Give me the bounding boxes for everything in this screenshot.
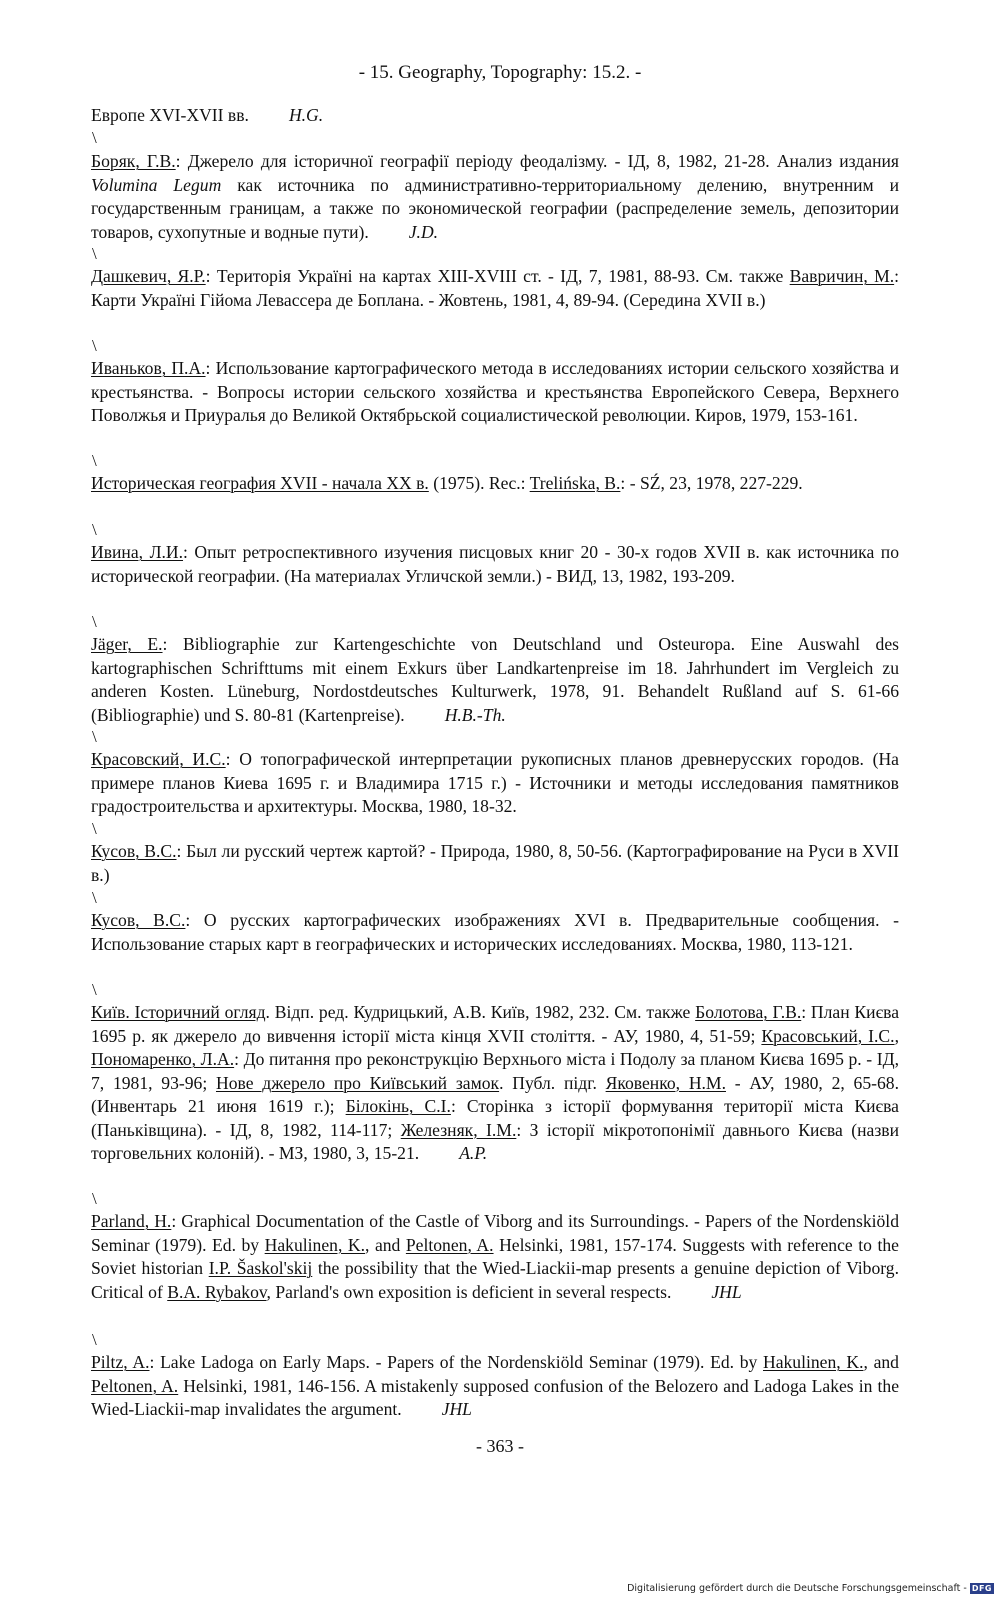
entry-text: Helsinki, 1981, 146-156. A mistakenly supposed confusion of the Belozero and Ladoga Lakes in the Wied-Liackii-map invalidates the argument. — [91, 1375, 900, 1419]
entry-separator: \ — [92, 451, 97, 470]
entry-separator: \ — [92, 1330, 97, 1349]
entry-separator: \ — [92, 520, 97, 539]
page-header: - 15. Geography, Topography: 15.2. - — [358, 62, 642, 83]
reviewer-initials: JHL — [711, 1281, 742, 1302]
bibliography-entry — [91, 840, 899, 887]
bibliography-entry — [91, 104, 899, 128]
entry-text: : План Києва 1695 р. як джерело до вивчення історії міста кінця XVII століття. - АУ, 1980, 4, 51-59; — [91, 1002, 900, 1046]
bibliography-entry — [91, 265, 899, 312]
bibliography-entry — [91, 357, 899, 428]
entry-separator: \ — [92, 612, 97, 631]
author-or-title: Кусов, В.С. — [91, 841, 177, 861]
author-or-title: Білокінь, С.І. — [345, 1096, 451, 1116]
author-or-title: Jäger, E. — [91, 634, 163, 654]
author-or-title: Hakulinen, K. — [763, 1352, 864, 1372]
entry-separator: \ — [92, 980, 97, 999]
bibliography-entry — [91, 633, 899, 727]
author-or-title: Peltonen, A. — [405, 1234, 494, 1255]
bibliography-entry — [91, 909, 899, 956]
entry-text: как источника по административно-территориальному делению, внутренним и государственным границам, а также по экономической географии (распределение земель, депозитории товаров, сухопутные и водные пути). — [91, 174, 899, 242]
entry-text: , Parland's own exposition is deficient in several respects. — [266, 1281, 672, 1302]
entry-separator: \ — [92, 244, 97, 263]
entry-text: : Был ли русский чертеж картой? - Природа, 1980, 8, 50-56. (Картографирование на Руси в XVII в.) — [91, 841, 899, 885]
bibliography-entry — [91, 1001, 899, 1166]
entry-text: (1975). Rec.: — [428, 473, 530, 493]
author-or-title: Trelińska, B. — [529, 473, 621, 493]
entry-text: , — [894, 1025, 899, 1046]
dfg-logo: DFG — [971, 1584, 992, 1593]
entry-separator: \ — [92, 128, 97, 147]
reviewer-initials: JHL — [441, 1399, 472, 1419]
entry-text: , and — [365, 1234, 406, 1255]
entry-text: : Територія Україні на картах XIII-XVIII ст. - ІД, 7, 1981, 88-93. См. также — [205, 266, 790, 286]
author-or-title: Красовский, И.С. — [91, 749, 226, 769]
author-or-title: Parland, H. — [91, 1211, 172, 1231]
author-or-title: B.A. Rybakov — [167, 1281, 267, 1302]
entry-text: the possibility that the Wied-Liackii-map presents a genuine depiction of Viborg. Critical of — [91, 1258, 899, 1302]
entry-text: : Bibliographie zur Kartengeschichte von Deutschland und Osteuropa. Eine Auswahl des kartographischen Schrifttums mit einem Exkurs über Landkartenpreise im 18. Jahrhundert im Vergleich zu anderen Kosten. Lüneburg, Nordostdeutsches Kulturwerk, 1978, 91. Behandelt Rußland auf S. 61-66 (Bibliographie) und S. 80-81 (Kartenpreise). — [91, 634, 900, 725]
author-or-title: I.P. Šaskol'skij — [208, 1258, 313, 1278]
author-or-title: Ивина, Л.И. — [91, 542, 184, 562]
entry-text: : Опыт ретроспективного изучения писцовых книг 20 - 30-х годов XVII в. как источника по исторической географии. (На материалах Угличской земли.) - ВИД, 13, 1982, 193-209. — [91, 542, 899, 586]
author-or-title: Київ. Історичний огляд — [91, 1002, 266, 1022]
author-or-title: Нове джерело про Київський замок — [215, 1072, 500, 1093]
entry-text: : Джерело для історичної географії періоду феодалізму. - ІД, 8, 1982, 21-28. Анализ издания — [175, 151, 899, 171]
bibliography-entry — [91, 748, 899, 819]
entry-text: Европе XVI-XVII вв. — [91, 105, 249, 125]
author-or-title: Боряк, Г.В. — [91, 151, 176, 171]
entry-text: - АУ, 1980, 2, 65-68. (Инвентарь 21 июня 1619 г.); — [91, 1072, 899, 1116]
bibliography-entry — [91, 1351, 899, 1422]
entry-text: : О русских картографических изображениях XVI в. Предварительные сообщения. - Использование старых карт в географических и исторических исследованиях. Москва, 1980, 113-121. — [91, 910, 900, 954]
author-or-title: Пономаренко, Л.А. — [91, 1049, 235, 1069]
entry-text: : О топографической интерпретации рукописных планов древнерусских городов. (На примере планов Киева 1695 г. и Владимира 1715 г.) - Источники и методы исследования памятников градостроительства и архитектуры. Москва, 1980, 18-32. — [91, 749, 899, 816]
reviewer-initials: A.P. — [459, 1143, 488, 1163]
entry-text: . Відп. ред. Кудрицький, А.В. Київ, 1982, 232. См. также — [265, 1002, 696, 1022]
entry-text: . Публ. підг. — [499, 1072, 606, 1093]
entry-text: : Сторінка з історії формування території міста Києва (Паньківщина). - ІД, 8, 1982, 114-117; — [91, 1096, 899, 1140]
entry-separator: \ — [92, 819, 97, 838]
author-or-title: Историческая география XVII - начала XX в. — [91, 473, 429, 493]
author-or-title: Вавричин, М. — [789, 266, 895, 286]
entry-separator: \ — [92, 888, 97, 907]
author-or-title: Болотова, Г.В. — [695, 1002, 802, 1022]
author-or-title: Яковенко, Н.М. — [605, 1072, 726, 1093]
reviewer-initials: H.G. — [288, 105, 324, 125]
italic-title: Volumina Legum — [91, 174, 222, 195]
entry-text: : Использование картографического метода в исследованиях истории сельского хозяйства и крестьянства. - Вопросы истории сельского хозяйства и крестьянства Европейского Севера, Верхнего Поволжья и Приуралья до Великой Октябрьской социалистической революции. Киров, 1979, 153-161. — [91, 358, 899, 425]
footer-text: Digitalisierung gefördert durch die Deutsche Forschungsgemeinschaft - — [627, 1583, 967, 1594]
entry-separator: \ — [92, 336, 97, 355]
entry-text: : - SŹ, 23, 1978, 227-229. — [620, 473, 803, 493]
reviewer-initials: J.D. — [408, 221, 439, 242]
author-or-title: Железняк, І.М. — [400, 1119, 517, 1140]
entry-text: : З історії мікротопонімії давнього Києва (назви торговельних колоній). - МЗ, 1980, 3, 15-21. — [91, 1119, 899, 1163]
author-or-title: Дашкевич, Я.Р. — [91, 266, 206, 286]
entry-separator: \ — [92, 1189, 97, 1208]
author-or-title: Красовський, І.С. — [761, 1025, 895, 1046]
digitization-footer — [627, 1583, 994, 1594]
bibliography-entry — [91, 150, 899, 244]
entry-text: , and — [863, 1352, 899, 1372]
author-or-title: Peltonen, A. — [91, 1375, 179, 1396]
entry-text: : Graphical Documentation of the Castle of Viborg and its Surroundings. - Papers of the Nordenskiöld Seminar (1979). Ed. by — [91, 1211, 899, 1255]
entry-text: : До питання про реконструкцію Верхнього міста і Подолу за планом Києва 1695 р. - ІД, 7, 1981, 93-96; — [91, 1049, 900, 1093]
bibliography-entry — [91, 472, 899, 496]
entry-text: : Lake Ladoga on Early Maps. - Papers of the Nordenskiöld Seminar (1979). Ed. by — [149, 1352, 763, 1372]
bibliography-entry — [91, 1210, 899, 1304]
page-number: - 363 - — [476, 1436, 524, 1456]
entry-text: Helsinki, 1981, 157-174. Suggests with reference to the Soviet historian — [91, 1234, 899, 1278]
author-or-title: Иваньков, П.А. — [91, 358, 206, 378]
author-or-title: Piltz, A. — [91, 1352, 150, 1372]
author-or-title: Hakulinen, K. — [264, 1234, 365, 1255]
entry-separator: \ — [92, 727, 97, 746]
bibliography-entry — [91, 541, 899, 588]
reviewer-initials: H.B.-Th. — [444, 704, 506, 725]
entry-text: : Карти Україні Гійома Левассера де Боплана. - Жовтень, 1981, 4, 89-94. (Середина XVII в.) — [91, 266, 900, 310]
author-or-title: Кусов, В.С. — [91, 910, 186, 930]
